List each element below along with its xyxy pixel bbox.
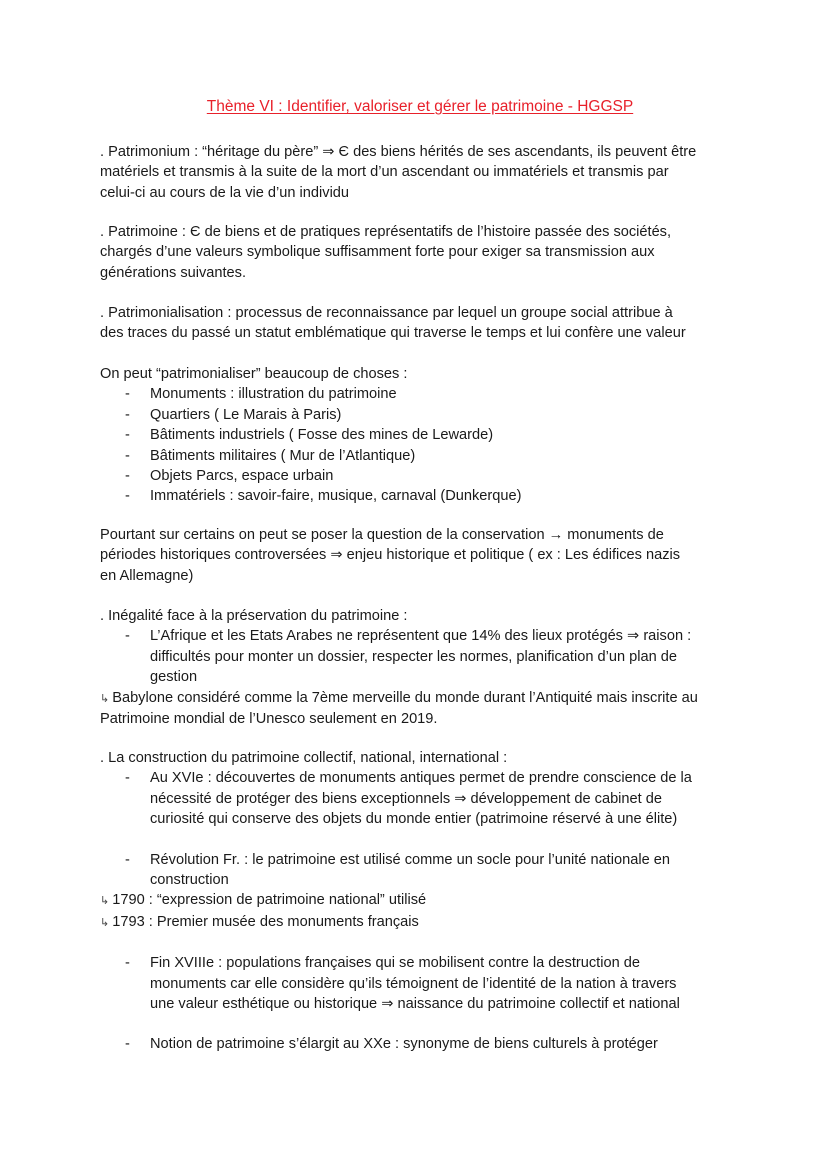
arrow-note [100, 890, 740, 911]
dash-bullet: - [125, 468, 130, 485]
inegalite-list [100, 626, 740, 687]
list-item-text: Quartiers ( Le Marais à Paris) [150, 406, 342, 423]
list-item-text: Révolution Fr. : le patrimoine est utilisé comme un socle pour l’unité nationale en [150, 851, 670, 868]
construction-list-xxe [100, 1034, 740, 1054]
section-heading: . La construction du patrimoine collectif, national, international : [100, 750, 508, 766]
list-item-text: curiosité qui conserve des objets du monde entier (patrimoine réservé à une élite) [150, 811, 678, 828]
list-item-text: une valeur esthétique ou historique ⇒ naissance du patrimoine collectif et national [150, 996, 680, 1013]
list-item-text: Fin XVIIIe : populations françaises qui se mobilisent contre la destruction de [150, 955, 640, 972]
inegalite-section [100, 606, 740, 729]
construction-list-revolution [100, 850, 740, 891]
list-item-text: L’Afrique et les Etats Arabes ne représentent que 14% des lieux protégés ⇒ raison : [150, 628, 692, 645]
conservation-paragraph [100, 525, 740, 586]
text-line: celui-ci au cours de la vie d’un individu [100, 184, 350, 201]
note-text: 1790 : “expression de patrimoine national” utilisé [112, 892, 427, 909]
list-item [100, 466, 740, 486]
construction-list-xviiie [100, 953, 740, 1014]
list-item-text: Notion de patrimoine s’élargit au XXe : synonyme de biens culturels à protéger [150, 1036, 658, 1053]
document-title: Thème VI : Identifier, valoriser et gérer le patrimoine - HGGSP [206, 98, 634, 115]
note-text: Babylone considéré comme la 7ème merveille du monde durant l’Antiquité mais inscrite au [112, 689, 698, 706]
patrimonialiser-list [100, 384, 740, 506]
list-item [100, 626, 740, 687]
return-arrow-icon: ↳ [100, 895, 110, 908]
dash-bullet: - [125, 488, 130, 505]
return-arrow-icon: ↳ [100, 692, 110, 705]
definition-patrimonium [100, 142, 740, 203]
list-item [100, 953, 740, 1014]
section-intro: On peut “patrimonialiser” beaucoup de choses : [100, 366, 408, 382]
dash-bullet: - [125, 628, 130, 645]
arrow-note [100, 688, 740, 709]
dash-bullet: - [125, 1036, 130, 1053]
list-item-text: difficultés pour monter un dossier, respecter les normes, planification d’un plan de [150, 648, 678, 665]
list-item [100, 850, 740, 891]
dash-bullet: - [125, 851, 130, 868]
list-item [100, 384, 740, 404]
text-line: chargés d’une valeurs symbolique suffisamment forte pour exiger sa transmission aux [100, 244, 655, 261]
list-item-text: Immatériels : savoir-faire, musique, carnaval (Dunkerque) [150, 488, 522, 505]
list-item-text: monuments car elle considère qu’ils témoignent de l’identité de la nation à travers [150, 975, 677, 992]
text-line: générations suivantes. [100, 264, 247, 281]
list-item [100, 486, 740, 506]
text-line: périodes historiques controversées ⇒ enjeu historique et politique ( ex : Les édifices nazis [100, 547, 681, 564]
text-line: des traces du passé un statut emblématique qui traverse le temps et lui confère une valeur [100, 325, 686, 342]
definition-patrimoine [100, 222, 740, 283]
construction-section [100, 748, 740, 1055]
dash-bullet: - [125, 406, 130, 423]
construction-list-xvie [100, 768, 740, 829]
text-line: matériels et transmis à la suite de la mort d’un ascendant ou immatériels et transmis par [100, 164, 669, 181]
list-item-text: Objets Parcs, espace urbain [150, 468, 334, 485]
list-item [100, 446, 740, 466]
list-item-text: Monuments : illustration du patrimoine [150, 386, 397, 403]
list-item-text: Bâtiments militaires ( Mur de l’Atlantique) [150, 447, 416, 464]
return-arrow-icon: ↳ [100, 916, 110, 929]
list-item [100, 405, 740, 425]
list-item-text: Bâtiments industriels ( Fosse des mines de Lewarde) [150, 427, 494, 444]
note-text: 1793 : Premier musée des monuments français [112, 913, 419, 930]
text-line: . Patrimoine : Є de biens et de pratiques représentatifs de l’histoire passée des sociétés, [100, 224, 672, 240]
list-item-text: nécessité de protéger des biens exceptionnels ⇒ développement de cabinet de [150, 790, 662, 807]
dash-bullet: - [125, 386, 130, 403]
dash-bullet: - [125, 955, 130, 972]
list-item [100, 1034, 740, 1054]
definition-patrimonialisation [100, 303, 740, 344]
list-item-text: gestion [150, 669, 198, 686]
text-line: en Allemagne) [100, 567, 194, 584]
dash-bullet: - [125, 447, 130, 464]
text-line: . Patrimonialisation : processus de reconnaissance par lequel un groupe social attribue à [100, 305, 673, 321]
patrimonialiser-section [100, 364, 740, 507]
dash-bullet: - [125, 427, 130, 444]
list-item-text: construction [150, 872, 229, 889]
list-item [100, 768, 740, 829]
dash-bullet: - [125, 770, 130, 787]
list-item-text: Au XVIe : découvertes de monuments antiques permet de prendre conscience de la [150, 770, 692, 787]
text-line: Pourtant sur certains on peut se poser la question de la conservation → monuments de [100, 527, 664, 543]
section-heading: . Inégalité face à la préservation du patrimoine : [100, 608, 408, 624]
arrow-note [100, 912, 740, 933]
text-line: . Patrimonium : “héritage du père” ⇒ Є des biens hérités de ses ascendants, ils peuvent être [100, 144, 697, 160]
list-item [100, 425, 740, 445]
text-line: Patrimoine mondial de l’Unesco seulement en 2019. [100, 711, 438, 728]
